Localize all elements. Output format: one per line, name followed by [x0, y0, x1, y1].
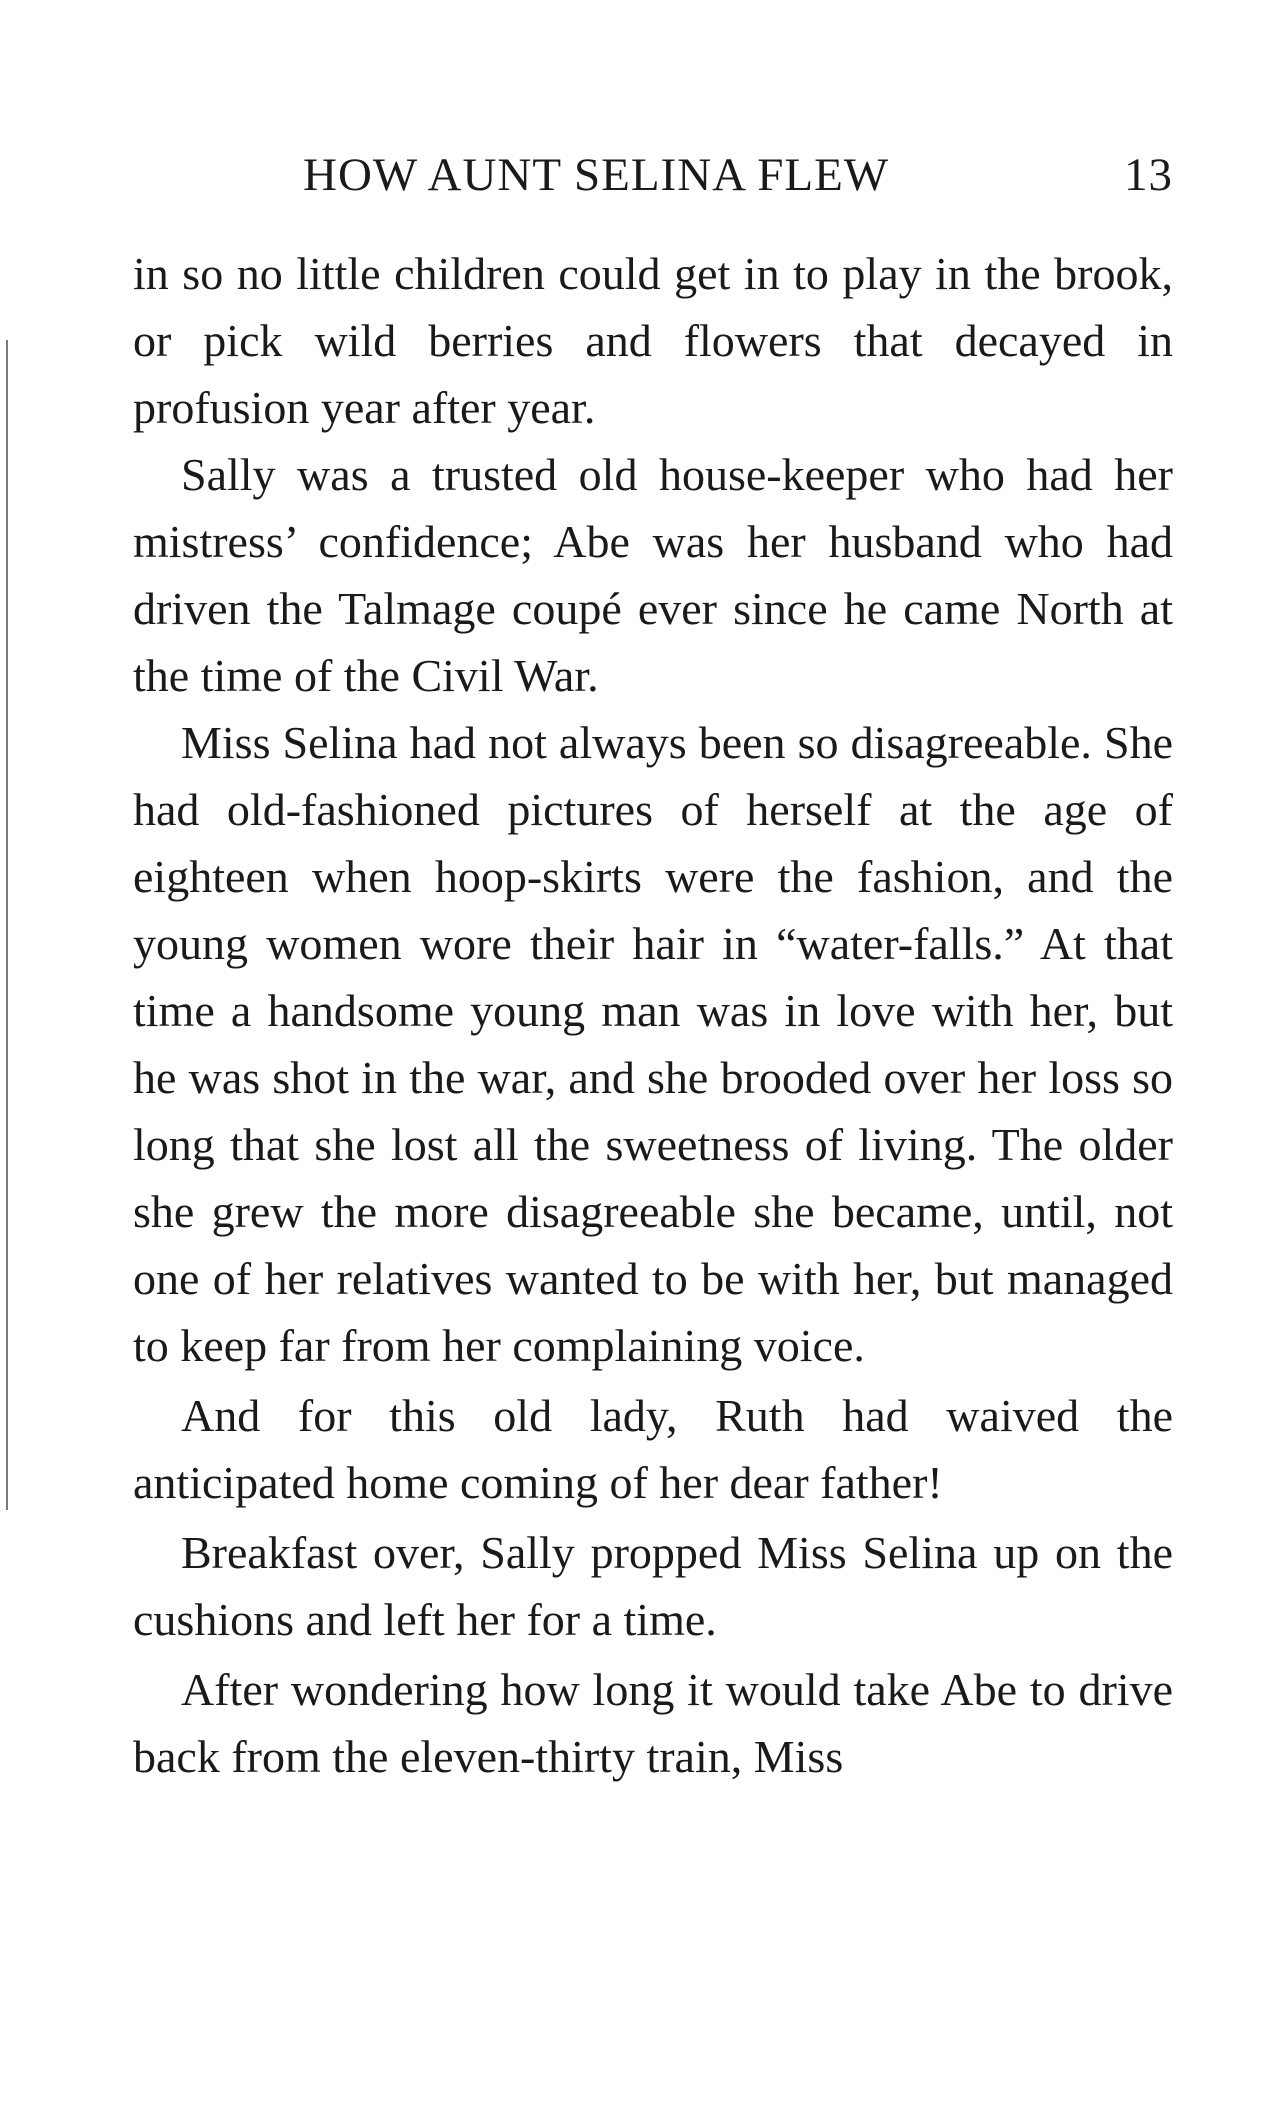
body-text — [133, 240, 1173, 1790]
page-number: 13 — [1124, 149, 1173, 201]
paragraph: Breakfast over, Sally propped Miss Selina up on the cushions and left her for a time. — [133, 1527, 1173, 1645]
paragraph-continued: in so no little children could get in to play in the brook, or pick wild berries and flowers that decayed in profusion year after year. — [133, 248, 1173, 433]
paragraph: Sally was a trusted old house-keeper who had her mistress’ confidence; Abe was her husband who had driven the Talmage coupé ever since he came North at the time of the Civil War. — [133, 449, 1173, 701]
paragraph: After wondering how long it would take Abe to drive back from the eleven-thirty train, Miss — [133, 1664, 1173, 1782]
running-title: HOW AUNT SELINA FLEW — [303, 149, 890, 201]
paragraph: And for this old lady, Ruth had waived the anticipated home coming of her dear father! — [133, 1390, 1173, 1508]
scan-margin-line — [6, 340, 8, 1510]
running-head — [133, 148, 1173, 208]
paragraph: Miss Selina had not always been so disagreeable. She had old-fashioned pictures of herself at the age of eighteen when hoop-skirts were the fashion, and the young women wore their hair in “water-falls.” At that time a handsome young man was in love with her, but he was shot in the war, and she brooded over her loss so long that she lost all the sweetness of living. The older she grew the more disagreeable she became, until, not one of her relatives wanted to be with her, but managed to keep far from her complaining voice. — [133, 717, 1173, 1371]
